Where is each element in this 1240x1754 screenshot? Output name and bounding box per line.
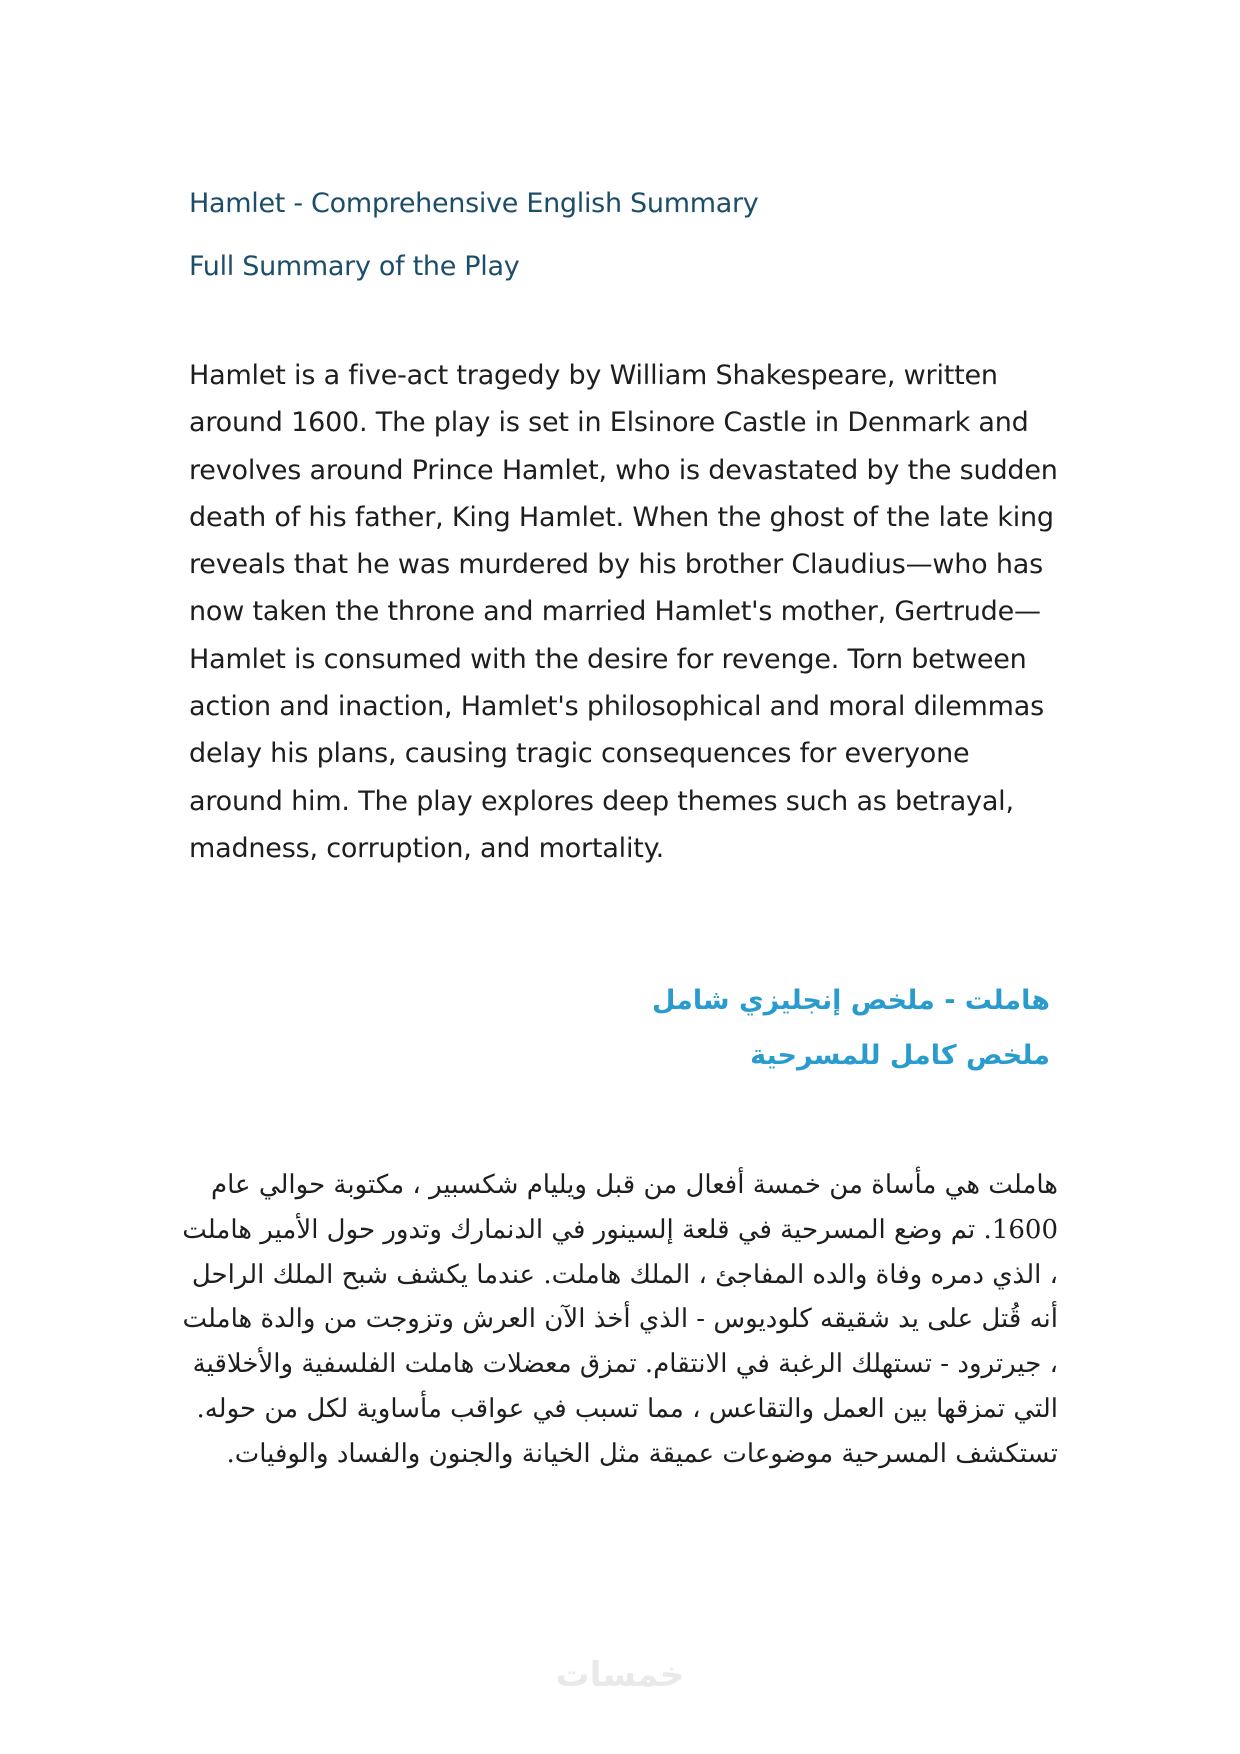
- khamsat-watermark-logo: خمسات: [555, 1655, 685, 1695]
- arabic-subtitle: ملخص كامل للمسرحية: [750, 1040, 1050, 1071]
- english-subtitle: Full Summary of the Play: [189, 251, 520, 282]
- english-title: Hamlet - Comprehensive English Summary: [189, 188, 759, 219]
- arabic-summary-paragraph: هاملت هي مأساة من خمسة أفعال من قبل ويليام شكسبير ، مكتوبة حوالي عام 1600. تم وضع المسرحية في قلعة إلسينور في الدنمارك وتدور حول الأمير هاملت ، الذي دمره وفاة والده المفاجئ ، الملك هاملت. عندما يكشف شبح الملك الراحل أنه قُتل على يد شقيقه كلوديوس - الذي أخذ الآن العرش وتزوجت من والدة هاملت ، جيرترود - تستهلك الرغبة في الانتقام. تمزق معضلات هاملت الفلسفية والأخلاقية التي تمزقها بين العمل والتقاعس ، مما تسبب في عواقب مأساوية لكل من حوله. تستكشف المسرحية موضوعات عميقة مثل الخيانة والجنون والفساد والوفيات.: [182, 1170, 1058, 1469]
- arabic-title: هاملت - ملخص إنجليزي شامل: [652, 985, 1050, 1016]
- english-summary-paragraph: Hamlet is a five-act tragedy by William Shakespeare, written around 1600. The play is set in Elsinore Castle in Denmark and revolves around Prince Hamlet, who is devastated by the sudden death of his father, King Hamlet. When the ghost of the late king reveals that he was murdered by his brother Claudius—who has now taken the throne and married Hamlet's mother, Gertrude—Hamlet is consumed with the desire for revenge. Torn between action and inaction, Hamlet's philosophical and moral dilemmas delay his plans, causing tragic consequences for everyone around him. The play explores deep themes such as betrayal, madness, corruption, and mortality.: [189, 360, 1058, 864]
